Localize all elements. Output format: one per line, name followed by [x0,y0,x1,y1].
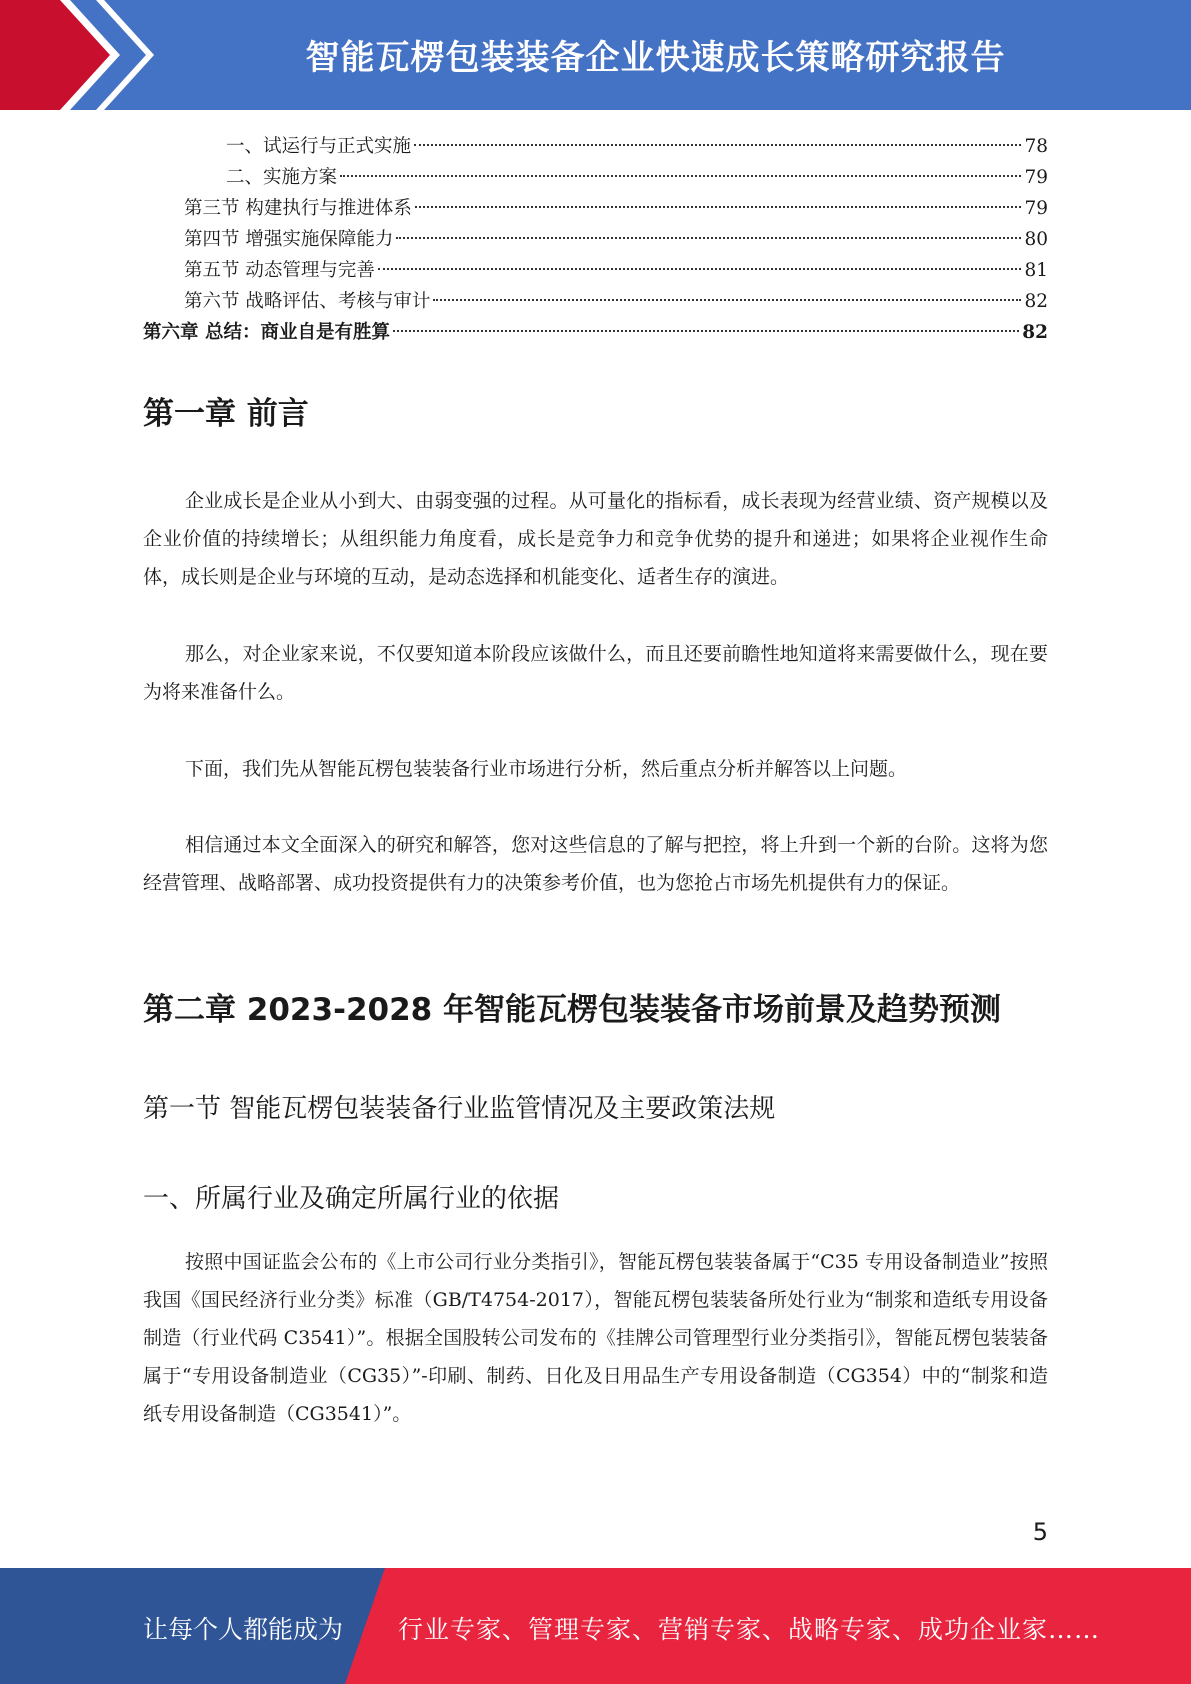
toc-entry[interactable] [143,317,1048,348]
footer-slogan-right: 行业专家、管理专家、营销专家、战略专家、成功企业家…… [398,1615,1101,1644]
toc-leader-dots [414,144,1021,146]
toc-leader-dots [393,330,1019,332]
subsection-title: 一、所属行业及确定所属行业的依据 [143,1184,560,1214]
toc-entry-label: 第六章 总结：商业自是有胜算 [143,322,390,343]
footer-slogan-left: 让每个人都能成为 [143,1615,344,1644]
toc-entry-page: 82 [1022,322,1048,343]
toc-entry[interactable] [143,131,1048,162]
chapter-1-paragraph: 下面，我们先从智能瓦楞包装装备行业市场进行分析，然后重点分析并解答以上问题。 [185,758,908,780]
toc-entry-page: 80 [1024,229,1048,250]
report-title: 智能瓦楞包装装备企业快速成长策略研究报告 [305,38,1006,78]
toc-entry-label: 第四节 增强实施保障能力 [184,229,394,250]
chapter-1-title: 第一章 前言 [143,396,309,432]
toc-entry[interactable] [143,162,1048,193]
toc-entry-page: 79 [1024,167,1048,188]
toc-leader-dots [396,237,1021,239]
header-banner [0,0,1191,110]
section-title: 第一节 智能瓦楞包装装备行业监管情况及主要政策法规 [143,1094,776,1124]
toc-entry-label: 第五节 动态管理与完善 [184,260,375,281]
toc-leader-dots [340,175,1021,177]
footer-banner [0,1568,1191,1684]
toc-leader-dots [415,206,1022,208]
toc-entry-page: 81 [1024,260,1048,281]
table-of-contents [143,131,1048,348]
chapter-1-paragraph: 相信通过本文全面深入的研究和解答，您对这些信息的了解与把控，将上升到一个新的台阶。这将为您经营管理、战略部署、成功投资提供有力的决策参考价值，也为您抢占市场先机提供有力的保证。 [143,834,1048,894]
toc-entry[interactable] [143,286,1048,317]
chapter-1-paragraph: 企业成长是企业从小到大、由弱变强的过程。从可量化的指标看，成长表现为经营业绩、资产规模以及企业价值的持续增长；从组织能力角度看，成长是竞争力和竞争优势的提升和递进；如果将企业视作生命体，成长则是企业与环境的互动，是动态选择和机能变化、适者生存的演进。 [143,490,1048,588]
page-number: 5 [1032,1518,1048,1546]
toc-leader-dots [378,268,1022,270]
chapter-2-title: 第二章 2023-2028 年智能瓦楞包装装备市场前景及趋势预测 [143,992,1002,1028]
toc-entry[interactable] [143,255,1048,286]
toc-entry-page: 79 [1024,198,1048,219]
toc-entry-label: 第三节 构建执行与推进体系 [184,198,412,219]
toc-entry-label: 第六节 战略评估、考核与审计 [184,291,431,312]
toc-entry[interactable] [143,224,1048,255]
toc-entry-page: 82 [1024,291,1048,312]
toc-entry[interactable] [143,193,1048,224]
toc-entry-page: 78 [1024,136,1048,157]
toc-entry-label: 二、实施方案 [226,167,338,188]
chapter-2-paragraph: 按照中国证监会公布的《上市公司行业分类指引》，智能瓦楞包装装备属于“C35 专用设备制造业”按照我国《国民经济行业分类》标准（GB/T4754-2017），智能瓦楞包装装备所处行业为“制浆和造纸专用设备制造（行业代码 C3541）”。根据全国股转公司发布的《挂牌公司管理型行业分类指引》，智能瓦楞包装装备属于“专用设备制造业（CG35）”-印刷、制药、日化及日用品生产专用设备制造（CG354）中的“制浆和造纸专用设备制造（CG3541）”。 [143,1251,1048,1425]
chapter-1-paragraph: 那么，对企业家来说，不仅要知道本阶段应该做什么，而且还要前瞻性地知道将来需要做什么，现在要为将来准备什么。 [143,643,1048,703]
toc-leader-dots [433,299,1021,301]
toc-entry-label: 一、试运行与正式实施 [226,136,412,157]
